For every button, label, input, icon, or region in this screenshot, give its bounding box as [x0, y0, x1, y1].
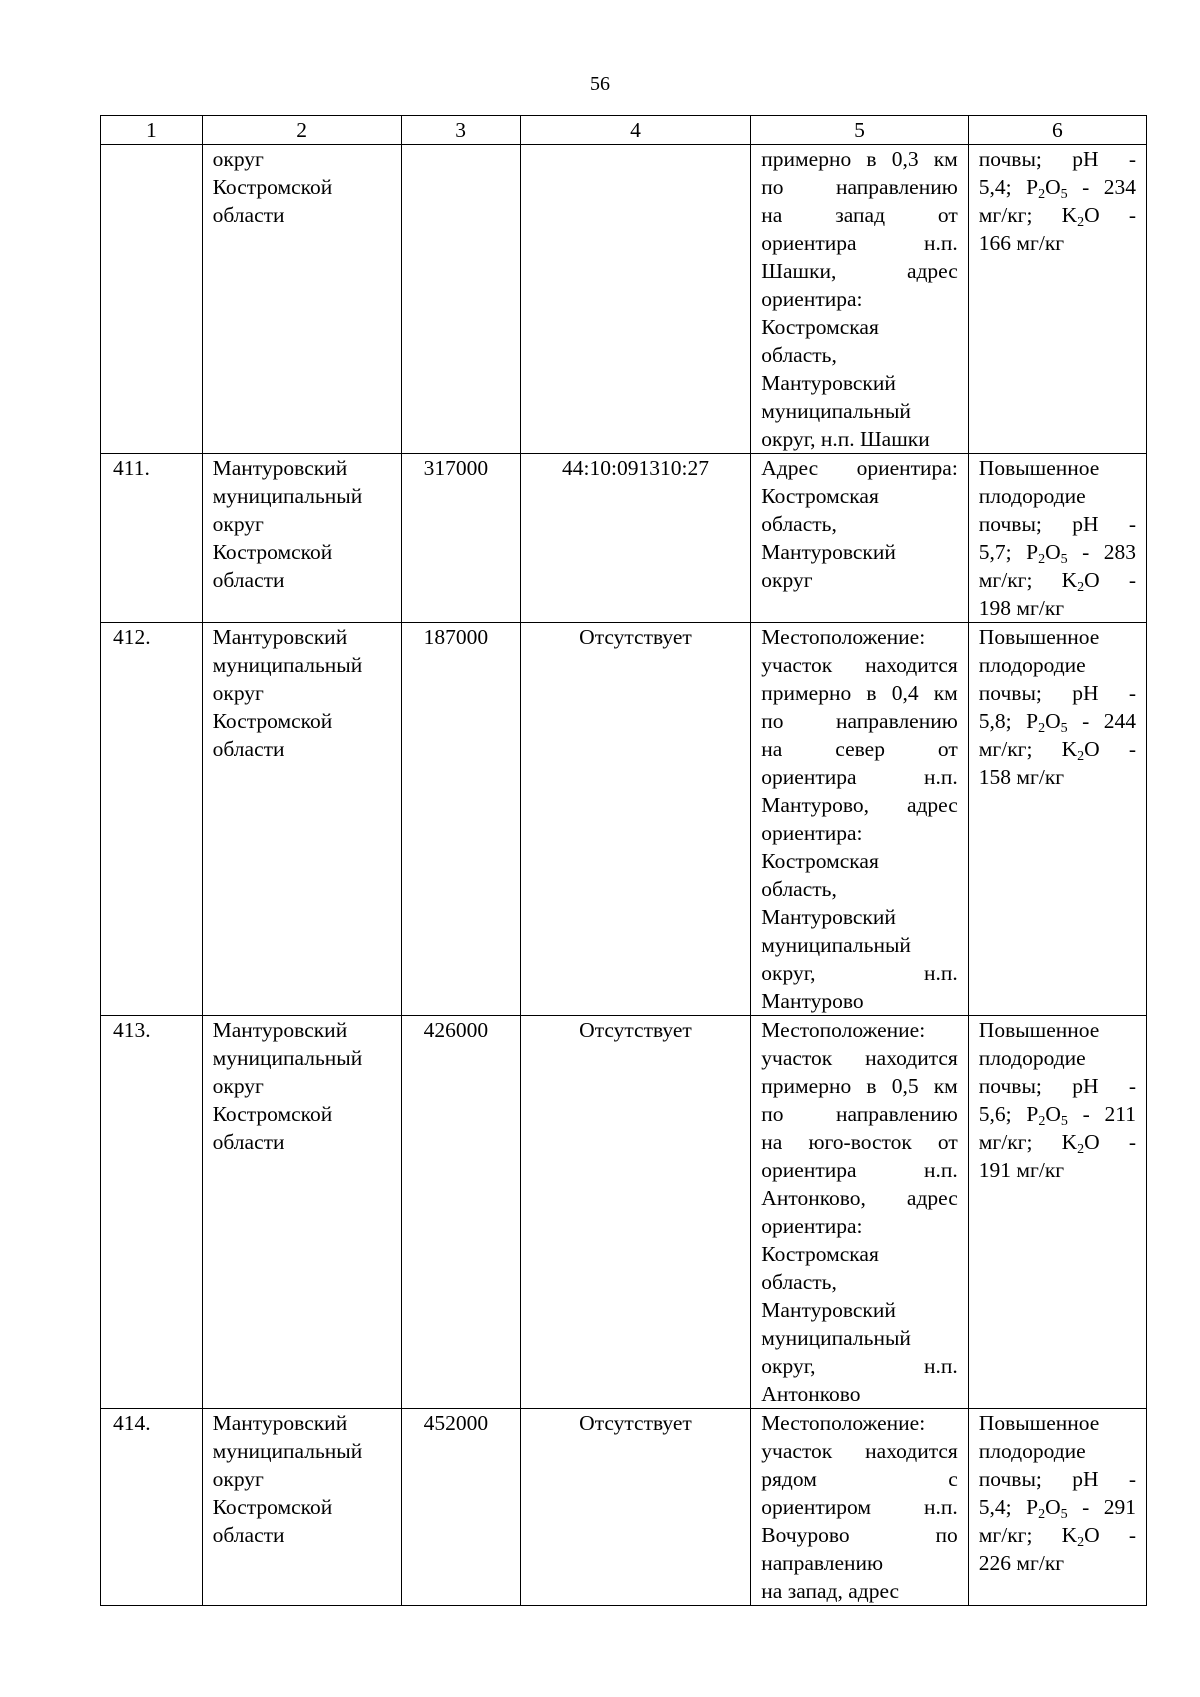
cell-line: на запад, адрес: [761, 1579, 900, 1603]
cell-line: Местоположение:: [761, 1018, 926, 1042]
cell-line: муниципальный: [212, 1439, 363, 1463]
cell-location: [751, 454, 969, 623]
cell-line: Мантуровский: [761, 371, 896, 395]
soil-title: Повышенное: [978, 456, 1100, 480]
cell-line: округ: [212, 681, 264, 705]
cell-line: Адрес ориентира:: [761, 456, 958, 480]
cell-area: 187000: [401, 623, 520, 1016]
cell-cadastral: [520, 145, 751, 454]
cell-cadastral: Отсутствует: [520, 623, 751, 1016]
cell-line: Мантуровский: [212, 1018, 348, 1042]
land-plots-table: [100, 115, 1147, 1606]
soil-k2o: мг/кг; $K_2O$ -: [978, 737, 1136, 764]
cell-line: муниципальный: [761, 1326, 911, 1350]
cell-line: области: [212, 737, 285, 761]
column-header: 6: [968, 116, 1146, 145]
soil-p2o5: 5,7; $P_2O_5 - 283$: [978, 540, 1136, 567]
cell-line: округ, н.п.: [761, 961, 958, 985]
cell-number: 414.: [101, 1409, 203, 1606]
soil-k2o-value: 191 мг/кг: [978, 1158, 1065, 1182]
column-header: 1: [101, 116, 203, 145]
cell-line: примерно в 0,4 км: [761, 681, 958, 705]
cell-location: [751, 145, 969, 454]
cell-district: [202, 145, 401, 454]
cell-line: округ: [212, 1467, 264, 1491]
table-row: [101, 623, 1147, 1016]
soil-k2o-value: 198 мг/кг: [978, 596, 1065, 620]
cell-line: ориентира:: [761, 1214, 863, 1238]
cell-number: 412.: [101, 623, 203, 1016]
cell-line: Костромская: [761, 315, 879, 339]
cell-line: Костромская: [761, 849, 879, 873]
cell-line: область,: [761, 877, 837, 901]
soil-p2o5: 5,4; $P_2O_5 - 234$: [978, 175, 1136, 202]
table-row: [101, 1409, 1147, 1606]
cell-line: области: [212, 1523, 285, 1547]
soil-ph-label: почвы; pH -: [978, 147, 1136, 171]
cell-line: муниципальный: [212, 484, 363, 508]
cell-line: по направлению: [761, 175, 958, 199]
cell-line: Местоположение:: [761, 1411, 926, 1435]
cell-location: [751, 1016, 969, 1409]
soil-k2o-value: 166 мг/кг: [978, 231, 1065, 255]
cell-line: ориентира:: [761, 287, 863, 311]
cell-district: [202, 623, 401, 1016]
cell-line: округ: [212, 1074, 264, 1098]
cell-line: Костромской: [212, 709, 333, 733]
cell-line: ориентира н.п.: [761, 231, 958, 255]
cell-line: области: [212, 568, 285, 592]
cell-line: Костромская: [761, 1242, 879, 1266]
cell-line: области: [212, 1130, 285, 1154]
cell-line: ориентира:: [761, 821, 863, 845]
cell-line: Мантуровский: [212, 456, 348, 480]
cell-line: направлению: [761, 1551, 884, 1575]
cell-line: ориентиром н.п.: [761, 1495, 958, 1519]
cell-number: 413.: [101, 1016, 203, 1409]
cell-line: на юго-восток от: [761, 1130, 958, 1154]
cell-line: ориентира н.п.: [761, 765, 958, 789]
cell-line: Вочурово по: [761, 1523, 958, 1547]
cell-area: 317000: [401, 454, 520, 623]
cell-location: [751, 623, 969, 1016]
cell-line: по направлению: [761, 709, 958, 733]
cell-district: [202, 1409, 401, 1606]
soil-p2o5: 5,8; $P_2O_5 - 244$: [978, 709, 1136, 736]
cell-line: ориентира н.п.: [761, 1158, 958, 1182]
soil-title-2: плодородие: [978, 1046, 1086, 1070]
cell-cadastral: 44:10:091310:27: [520, 454, 751, 623]
cell-line: Мантуровский: [761, 905, 896, 929]
soil-title-2: плодородие: [978, 484, 1086, 508]
cell-line: муниципальный: [212, 1046, 363, 1070]
cell-line: Мантурово: [761, 989, 864, 1013]
column-header: 4: [520, 116, 751, 145]
column-header: 3: [401, 116, 520, 145]
cell-line: на север от: [761, 737, 958, 761]
cell-line: округ: [761, 568, 813, 592]
soil-k2o: мг/кг; $K_2O$ -: [978, 1130, 1136, 1157]
cell-cadastral: Отсутствует: [520, 1016, 751, 1409]
cell-line: Мантуровский: [761, 1298, 896, 1322]
cell-line: Шашки, адрес: [761, 259, 958, 283]
cell-area: 426000: [401, 1016, 520, 1409]
cell-line: Мантуровский: [212, 625, 348, 649]
cell-line: муниципальный: [212, 653, 363, 677]
cell-line: Костромской: [212, 175, 333, 199]
header-row: [101, 116, 1147, 145]
cell-soil: [968, 623, 1146, 1016]
cell-area: 452000: [401, 1409, 520, 1606]
cell-soil: [968, 1016, 1146, 1409]
soil-title-2: плодородие: [978, 1439, 1086, 1463]
cell-line: участок находится: [761, 1046, 958, 1070]
cell-line: Местоположение:: [761, 625, 926, 649]
cell-location: [751, 1409, 969, 1606]
cell-line: муниципальный: [761, 399, 911, 423]
cell-line: область,: [761, 343, 837, 367]
soil-k2o: мг/кг; $K_2O$ -: [978, 203, 1136, 230]
cell-line: Мантуровский: [761, 540, 896, 564]
soil-k2o: мг/кг; $K_2O$ -: [978, 1523, 1136, 1550]
cell-line: округ, н.п.: [761, 1354, 958, 1378]
cell-line: области: [212, 203, 285, 227]
cell-number: [101, 145, 203, 454]
table-row: [101, 454, 1147, 623]
cell-line: округ: [212, 147, 264, 171]
soil-k2o-value: 226 мг/кг: [978, 1551, 1065, 1575]
table-row-continuation: [101, 145, 1147, 454]
cell-line: Костромской: [212, 1102, 333, 1126]
cell-soil: [968, 1409, 1146, 1606]
cell-line: Антонково: [761, 1382, 861, 1406]
soil-title: Повышенное: [978, 1411, 1100, 1435]
cell-line: муниципальный: [761, 933, 911, 957]
soil-ph-label: почвы; pH -: [978, 512, 1136, 536]
cell-area: [401, 145, 520, 454]
cell-district: [202, 454, 401, 623]
soil-k2o-value: 158 мг/кг: [978, 765, 1065, 789]
cell-line: участок находится: [761, 1439, 958, 1463]
soil-title: Повышенное: [978, 625, 1100, 649]
cell-line: Мантуровский: [212, 1411, 348, 1435]
page-number: 56: [590, 73, 610, 95]
cell-line: округ: [212, 512, 264, 536]
cell-line: округ, н.п. Шашки: [761, 427, 930, 451]
cell-cadastral: Отсутствует: [520, 1409, 751, 1606]
cell-line: Костромская: [761, 484, 879, 508]
soil-title: Повышенное: [978, 1018, 1100, 1042]
cell-line: на запад от: [761, 203, 958, 227]
soil-ph-label: почвы; pH -: [978, 1467, 1136, 1491]
cell-line: участок находится: [761, 653, 958, 677]
soil-k2o: мг/кг; $K_2O$ -: [978, 568, 1136, 595]
table-row: [101, 1016, 1147, 1409]
soil-title-2: плодородие: [978, 653, 1086, 677]
cell-soil: [968, 454, 1146, 623]
cell-line: область,: [761, 1270, 837, 1294]
cell-line: Антонково, адрес: [761, 1186, 958, 1210]
cell-line: Мантурово, адрес: [761, 793, 958, 817]
column-header: 5: [751, 116, 969, 145]
cell-line: по направлению: [761, 1102, 958, 1126]
soil-p2o5: 5,4; $P_2O_5 - 291$: [978, 1495, 1136, 1522]
cell-line: примерно в 0,5 км: [761, 1074, 958, 1098]
column-header: 2: [202, 116, 401, 145]
soil-p2o5: 5,6; $P_2O_5 - 211$: [978, 1102, 1136, 1129]
soil-ph-label: почвы; pH -: [978, 681, 1136, 705]
cell-line: примерно в 0,3 км: [761, 147, 958, 171]
cell-line: Костромской: [212, 540, 333, 564]
cell-soil: [968, 145, 1146, 454]
cell-line: рядом с: [761, 1467, 958, 1491]
cell-number: 411.: [101, 454, 203, 623]
cell-line: Костромской: [212, 1495, 333, 1519]
cell-district: [202, 1016, 401, 1409]
cell-line: область,: [761, 512, 837, 536]
soil-ph-label: почвы; pH -: [978, 1074, 1136, 1098]
